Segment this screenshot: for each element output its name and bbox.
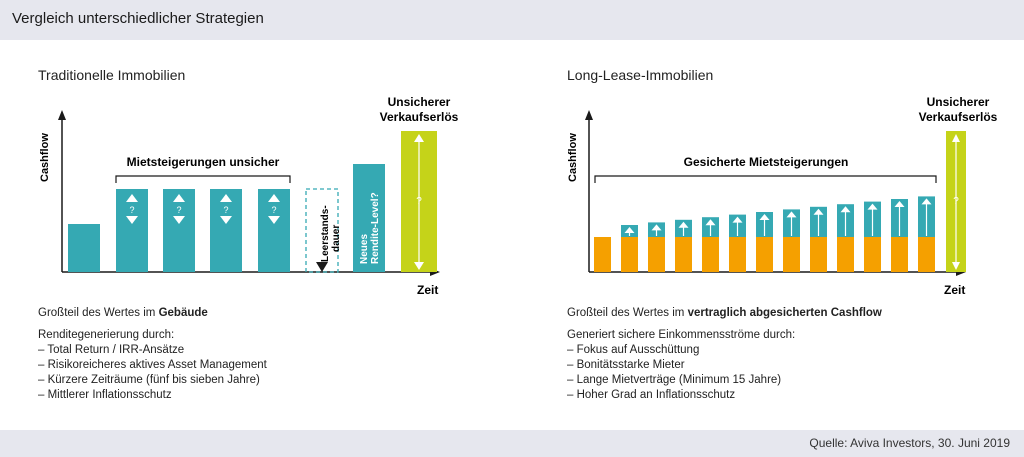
left-sale-label-2: Verkaufserlös <box>379 110 459 124</box>
orange-bar <box>783 237 800 272</box>
orange-bar <box>864 237 881 272</box>
right-bars <box>594 196 935 272</box>
svg-text:Cashflow: Cashflow <box>567 133 579 182</box>
left-x-axis-label: Zeit <box>417 283 439 297</box>
orange-bar <box>729 237 746 272</box>
left-y-axis-label <box>39 133 51 182</box>
qmark: ? <box>129 205 135 215</box>
down-arrow-icon <box>316 262 328 272</box>
list-item: – Total Return / IRR-Ansätze <box>38 344 185 356</box>
left-panel-title: Traditionelle Immobilien <box>38 67 186 83</box>
qmark: ? <box>223 205 229 215</box>
orange-bar <box>918 237 935 272</box>
list-item: – Fokus auf Ausschüttung <box>567 344 700 356</box>
right-y-axis-label <box>567 133 579 182</box>
list-item: – Risikoreicheres aktives Asset Management <box>38 359 267 371</box>
orange-bar <box>702 237 719 272</box>
right-y-axis-arrow-icon <box>585 110 593 120</box>
svg-text:dauer: dauer <box>331 224 342 252</box>
list-item: – Bonitätsstarke Mieter <box>567 359 685 371</box>
left-y-axis-arrow-icon <box>58 110 66 120</box>
left-bar-group <box>116 189 290 272</box>
left-sale-label-1: Unsicherer <box>387 95 451 109</box>
left-desc-main: Großteil des Wertes im Gebäude <box>38 307 208 319</box>
list-item: – Lange Mietverträge (Minimum 15 Jahre) <box>567 374 782 386</box>
right-panel-title: Long-Lease-Immobilien <box>567 67 714 83</box>
orange-bar <box>621 237 638 272</box>
left-brace-label: Mietsteigerungen unsicher <box>126 155 280 169</box>
svg-text:Cashflow: Cashflow <box>39 133 51 182</box>
vacancy-label <box>320 205 342 262</box>
footer-bar <box>0 430 1024 457</box>
right-sale-label-2: Verkaufserlös <box>918 110 998 124</box>
right-desc-main: Großteil des Wertes im vertraglich abgesicherten Cashflow <box>567 307 882 319</box>
left-bar-initial <box>68 224 100 272</box>
svg-text:Rendite-Level?: Rendite-Level? <box>370 192 381 264</box>
left-desc-intro: Renditegenerierung durch: <box>38 329 175 341</box>
orange-bar <box>891 237 908 272</box>
right-brace-label: Gesicherte Mietsteigerungen <box>683 155 849 169</box>
qmark: ? <box>176 205 182 215</box>
orange-bar <box>594 237 611 272</box>
right-desc-intro: Generiert sichere Einkommensströme durch: <box>567 329 796 341</box>
left-description <box>38 306 267 403</box>
right-x-axis-label: Zeit <box>944 283 966 297</box>
orange-bar <box>837 237 854 272</box>
qmark: ? <box>416 196 422 207</box>
orange-bar <box>810 237 827 272</box>
right-brace <box>595 176 936 183</box>
qmark: ? <box>953 196 959 207</box>
svg-text:Leerstands-: Leerstands- <box>320 205 331 262</box>
right-sale-label-1: Unsicherer <box>926 95 990 109</box>
list-item: – Hoher Grad an Inflationsschutz <box>567 389 736 401</box>
source-note: Quelle: Aviva Investors, 30. Juni 2019 <box>809 436 1010 450</box>
list-item: – Mittlerer Inflationsschutz <box>38 389 172 401</box>
qmark: ? <box>271 205 277 215</box>
left-brace <box>116 176 290 183</box>
right-description <box>567 306 882 403</box>
orange-bar <box>756 237 773 272</box>
page-title: Vergleich unterschiedlicher Strategien <box>12 10 264 27</box>
list-item: – Kürzere Zeiträume (fünf bis sieben Jahre) <box>38 374 260 386</box>
orange-bar <box>648 237 665 272</box>
left-bar-arrows <box>126 194 280 224</box>
svg-text:Neues: Neues <box>359 233 370 264</box>
orange-bar <box>675 237 692 272</box>
